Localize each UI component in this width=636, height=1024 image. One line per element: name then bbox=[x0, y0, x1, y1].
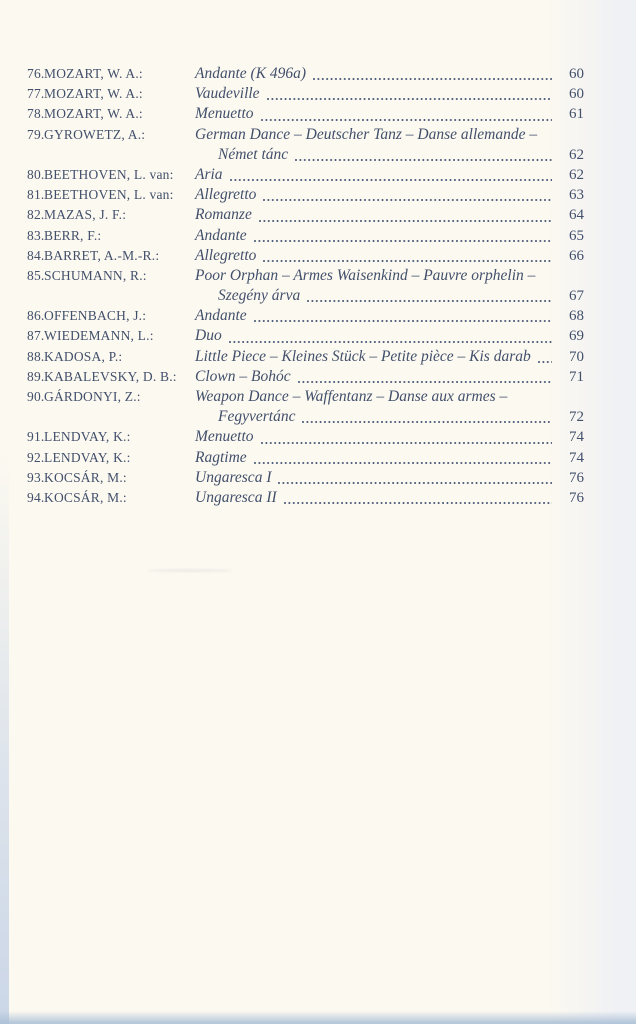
entry-title-continuation: Német tánc bbox=[218, 145, 289, 163]
entry-number: 90. bbox=[27, 389, 45, 404]
entry-title: Poor Orphan – Armes Waisenkind – Pauvre orphelin – bbox=[195, 266, 536, 284]
entry-title: Duo bbox=[195, 327, 222, 345]
toc-line-1 bbox=[27, 104, 584, 124]
dot-leader-1 bbox=[278, 482, 552, 484]
dot-leader-1 bbox=[267, 98, 552, 100]
dot-leader-1 bbox=[254, 462, 552, 464]
entry-number: 81. bbox=[27, 187, 45, 203]
entry-page-1: 71 bbox=[569, 368, 584, 385]
toc-line-1 bbox=[27, 306, 584, 326]
entry-number: 82. bbox=[27, 207, 45, 223]
toc-entry bbox=[27, 64, 584, 84]
dot-leader-1 bbox=[261, 119, 552, 121]
toc-line-1 bbox=[27, 246, 584, 266]
toc-entry bbox=[27, 448, 584, 468]
scan-edge-left bbox=[0, 451, 9, 1024]
toc-entry bbox=[27, 488, 584, 508]
entry-title-continuation: Fegyvertánc bbox=[218, 408, 296, 426]
toc-line-1 bbox=[27, 347, 584, 367]
entry-composer: MAZAS, J. F.: bbox=[44, 207, 127, 223]
toc-entry bbox=[27, 125, 584, 165]
entry-composer: KABALEVSKY, D. B.: bbox=[44, 368, 177, 384]
toc-entry bbox=[27, 468, 584, 488]
entry-number: 87. bbox=[27, 328, 45, 344]
toc-entry bbox=[27, 165, 584, 185]
dot-leader-1 bbox=[263, 199, 552, 201]
entry-composer: KADOSA, P.: bbox=[44, 348, 123, 364]
entry-composer: MOZART, W. A.: bbox=[44, 86, 143, 102]
toc-line-1 bbox=[27, 468, 584, 488]
toc-entry bbox=[27, 326, 584, 346]
toc-line-1 bbox=[27, 185, 584, 205]
dot-leader-2 bbox=[295, 159, 552, 161]
toc-entry bbox=[27, 427, 584, 447]
entry-number: 91. bbox=[27, 429, 45, 445]
toc-entry bbox=[27, 246, 584, 266]
entry-page-1: 66 bbox=[569, 247, 584, 264]
entry-title: Little Piece – Kleines Stück – Petite pièce – Kis darab bbox=[195, 347, 531, 365]
entry-title: Menuetto bbox=[195, 428, 254, 446]
entry-page-1: 64 bbox=[569, 207, 584, 224]
dot-leader-1 bbox=[230, 179, 552, 181]
toc-line-1 bbox=[27, 387, 584, 407]
dot-leader-1 bbox=[284, 502, 552, 504]
entry-title: Allegretto bbox=[195, 186, 257, 204]
entry-number: 85. bbox=[27, 267, 45, 283]
toc-line-1 bbox=[27, 226, 584, 246]
toc-line-2 bbox=[27, 145, 584, 165]
entry-composer: LENDVAY, K.: bbox=[44, 429, 131, 445]
entry-page-1: 76 bbox=[569, 489, 584, 506]
entry-page-1: 62 bbox=[569, 166, 584, 183]
toc-entry bbox=[27, 367, 584, 387]
entry-page-1: 63 bbox=[569, 187, 584, 204]
toc-line-1 bbox=[27, 448, 584, 468]
entry-page-1: 74 bbox=[569, 429, 584, 446]
entry-page-2: 67 bbox=[569, 288, 584, 305]
dot-leader-2 bbox=[302, 421, 552, 423]
entry-page-2: 72 bbox=[569, 409, 584, 426]
entry-title: Allegretto bbox=[195, 246, 257, 264]
entry-number: 88. bbox=[27, 348, 45, 364]
entry-composer: SCHUMANN, R.: bbox=[44, 267, 147, 283]
toc-entry bbox=[27, 387, 584, 427]
entry-page-1: 70 bbox=[569, 348, 584, 365]
entry-title: Andante bbox=[195, 226, 247, 244]
entry-composer: BEETHOVEN, L. van: bbox=[44, 166, 174, 182]
entry-number: 78. bbox=[27, 106, 45, 122]
entry-number: 92. bbox=[27, 449, 45, 465]
toc-list bbox=[27, 64, 584, 508]
entry-page-1: 74 bbox=[569, 449, 584, 466]
toc-entry bbox=[27, 84, 584, 104]
dot-leader-2 bbox=[307, 300, 552, 302]
scan-edge-bottom bbox=[0, 1011, 636, 1024]
toc-line-1 bbox=[27, 266, 584, 286]
entry-page-1: 65 bbox=[569, 227, 584, 244]
entry-title: Ungaresca I bbox=[195, 468, 272, 486]
dot-leader-1 bbox=[229, 341, 552, 343]
entry-number: 76. bbox=[27, 66, 45, 81]
toc-line-1 bbox=[27, 165, 584, 185]
entry-number: 84. bbox=[27, 247, 45, 263]
entry-title: Romanze bbox=[195, 206, 252, 224]
entry-title: Andante bbox=[195, 307, 247, 325]
toc-entry bbox=[27, 347, 584, 367]
entry-composer: MOZART, W. A.: bbox=[44, 66, 143, 81]
entry-number: 86. bbox=[27, 308, 45, 324]
dot-leader-1 bbox=[263, 260, 552, 262]
entry-title: Aria bbox=[195, 165, 223, 183]
dot-leader-1 bbox=[259, 220, 552, 222]
entry-composer: LENDVAY, K.: bbox=[44, 449, 131, 465]
entry-composer: BERR, F.: bbox=[44, 227, 102, 243]
entry-title: Andante (K 496a) bbox=[195, 65, 307, 82]
entry-composer: BARRET, A.-M.-R.: bbox=[44, 247, 160, 263]
toc-line-1 bbox=[27, 84, 584, 104]
entry-number: 80. bbox=[27, 166, 45, 182]
entry-composer: KOCSÁR, M.: bbox=[44, 469, 127, 485]
toc-entry bbox=[27, 226, 584, 246]
entry-page-2: 62 bbox=[569, 146, 584, 163]
toc-line-1 bbox=[27, 125, 584, 145]
entry-composer: BEETHOVEN, L. van: bbox=[44, 187, 174, 203]
entry-title: Vaudeville bbox=[195, 85, 260, 103]
entry-page-1: 60 bbox=[569, 66, 584, 82]
entry-title: Weapon Dance – Waffentanz – Danse aux armes – bbox=[195, 388, 508, 405]
entry-page-1: 60 bbox=[569, 86, 584, 103]
entry-number: 89. bbox=[27, 368, 45, 384]
entry-composer: OFFENBACH, J.: bbox=[44, 308, 147, 324]
toc-line-1 bbox=[27, 205, 584, 225]
toc-entry bbox=[27, 185, 584, 205]
entry-page-1: 68 bbox=[569, 308, 584, 325]
entry-page-1: 61 bbox=[569, 106, 584, 123]
toc-entry bbox=[27, 306, 584, 326]
dot-leader-1 bbox=[298, 381, 552, 383]
dot-leader-1 bbox=[538, 361, 552, 363]
entry-composer: MOZART, W. A.: bbox=[44, 106, 143, 122]
entry-title-continuation: Szegény árva bbox=[218, 287, 301, 305]
toc-line-1 bbox=[27, 326, 584, 346]
entry-number: 77. bbox=[27, 86, 45, 102]
entry-title: Ungaresca II bbox=[195, 488, 277, 506]
toc-line-2 bbox=[27, 407, 584, 427]
entry-number: 79. bbox=[27, 126, 45, 142]
entry-number: 93. bbox=[27, 469, 45, 485]
toc-line-2 bbox=[27, 286, 584, 306]
entry-composer: GYROWETZ, A.: bbox=[44, 126, 146, 142]
entry-title: Menuetto bbox=[195, 105, 254, 123]
entry-composer: KOCSÁR, M.: bbox=[44, 489, 127, 505]
entry-composer: WIEDEMANN, L.: bbox=[44, 328, 154, 344]
toc-line-1 bbox=[27, 367, 584, 387]
dot-leader-1 bbox=[254, 240, 552, 242]
toc-line-1 bbox=[27, 427, 584, 447]
dot-leader-1 bbox=[254, 320, 552, 322]
entry-title: German Dance – Deutscher Tanz – Danse allemande – bbox=[195, 125, 538, 143]
toc-line-1 bbox=[27, 488, 584, 508]
entry-composer: GÁRDONYI, Z.: bbox=[44, 389, 141, 404]
toc-entry bbox=[27, 266, 584, 306]
dot-leader-1 bbox=[261, 442, 552, 444]
entry-title: Ragtime bbox=[195, 448, 247, 466]
entry-title: Clown – Bohóc bbox=[195, 367, 291, 385]
dot-leader-1 bbox=[313, 78, 552, 80]
entry-page-1: 76 bbox=[569, 469, 584, 486]
scan-smudge-artifact bbox=[148, 569, 232, 572]
entry-number: 83. bbox=[27, 227, 45, 243]
toc-entry bbox=[27, 205, 584, 225]
toc-entry bbox=[27, 104, 584, 124]
entry-page-1: 69 bbox=[569, 328, 584, 345]
entry-number: 94. bbox=[27, 489, 45, 505]
toc-line-1 bbox=[27, 64, 584, 84]
